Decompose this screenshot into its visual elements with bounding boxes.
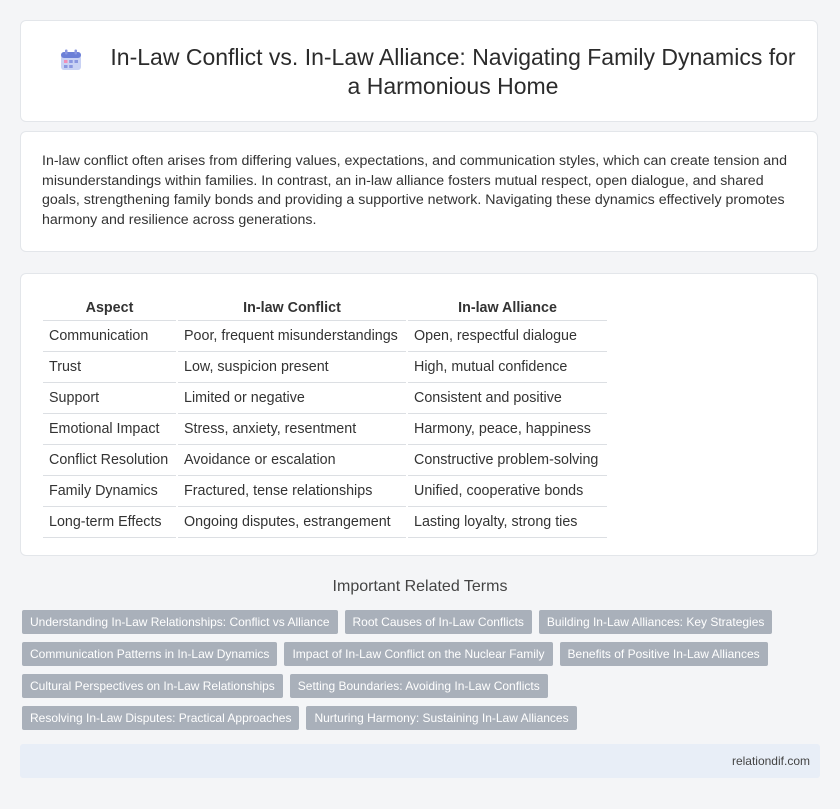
intro-card — [20, 131, 818, 252]
table-cell: Low, suspicion present — [178, 351, 406, 382]
related-term-tag[interactable]: Benefits of Positive In-Law Alliances — [560, 642, 768, 666]
table-cell: Limited or negative — [178, 382, 406, 413]
table-row — [43, 382, 607, 413]
table-row — [43, 475, 607, 506]
table-row — [43, 444, 607, 475]
column-header-conflict: In-law Conflict — [243, 300, 341, 316]
comparison-table — [41, 296, 609, 538]
related-term-tag[interactable]: Nurturing Harmony: Sustaining In-Law Alliances — [306, 706, 576, 730]
table-row — [43, 506, 607, 538]
column-header-alliance: In-law Alliance — [458, 300, 557, 316]
table-cell: Fractured, tense relationships — [178, 475, 406, 506]
table-cell: Support — [43, 382, 176, 413]
table-cell: Long-term Effects — [43, 506, 176, 538]
table-row — [43, 413, 607, 444]
related-term-tag[interactable]: Impact of In-Law Conflict on the Nuclear Family — [284, 642, 552, 666]
related-term-tag[interactable]: Root Causes of In-Law Conflicts — [345, 610, 532, 634]
table-cell: Unified, cooperative bonds — [408, 475, 607, 506]
table-cell: Lasting loyalty, strong ties — [408, 506, 607, 538]
related-terms-list — [22, 610, 802, 730]
table-cell: Open, respectful dialogue — [408, 320, 607, 351]
table-cell: Family Dynamics — [43, 475, 176, 506]
comparison-card — [20, 273, 818, 556]
table-cell: Conflict Resolution — [43, 444, 176, 475]
table-row — [43, 351, 607, 382]
table-cell: Stress, anxiety, resentment — [178, 413, 406, 444]
header — [59, 43, 797, 101]
table-cell: Poor, frequent misunderstandings — [178, 320, 406, 351]
related-term-tag[interactable]: Cultural Perspectives on In-Law Relationships — [22, 674, 283, 698]
table-row — [43, 320, 607, 351]
header-card — [20, 20, 818, 122]
table-cell: Harmony, peace, happiness — [408, 413, 607, 444]
related-term-tag[interactable]: Resolving In-Law Disputes: Practical Approaches — [22, 706, 299, 730]
table-header-row — [43, 296, 607, 320]
related-terms-heading: Important Related Terms — [332, 578, 508, 595]
table-cell: Communication — [43, 320, 176, 351]
table-cell: Constructive problem-solving — [408, 444, 607, 475]
calendar-icon — [59, 48, 83, 72]
column-header-aspect: Aspect — [85, 300, 134, 316]
related-term-tag[interactable]: Setting Boundaries: Avoiding In-Law Conflicts — [290, 674, 548, 698]
related-term-tag[interactable]: Building In-Law Alliances: Key Strategies — [539, 610, 772, 634]
table-cell: Consistent and positive — [408, 382, 607, 413]
table-cell: Emotional Impact — [43, 413, 176, 444]
intro-paragraph: In-law conflict often arises from differing values, expectations, and communication styles, which can create tension and misunderstandings within families. In contrast, an in-law alliance fosters mutual respect, open dialogue, and shared goals, strengthening family bonds and providing a supportive network. Navigating these dynamics effectively promotes harmony and resilience across generations. — [42, 153, 787, 228]
footer-site-link[interactable]: relationdif.com — [731, 754, 810, 768]
related-term-tag[interactable]: Communication Patterns in In-Law Dynamics — [22, 642, 277, 666]
table-cell: High, mutual confidence — [408, 351, 607, 382]
related-term-tag[interactable]: Understanding In-Law Relationships: Conflict vs Alliance — [22, 610, 338, 634]
table-cell: Ongoing disputes, estrangement — [178, 506, 406, 538]
table-cell: Avoidance or escalation — [178, 444, 406, 475]
page-title: In-Law Conflict vs. In-Law Alliance: Navigating Family Dynamics for a Harmonious Home — [110, 44, 796, 99]
footer — [20, 744, 820, 778]
table-cell: Trust — [43, 351, 176, 382]
